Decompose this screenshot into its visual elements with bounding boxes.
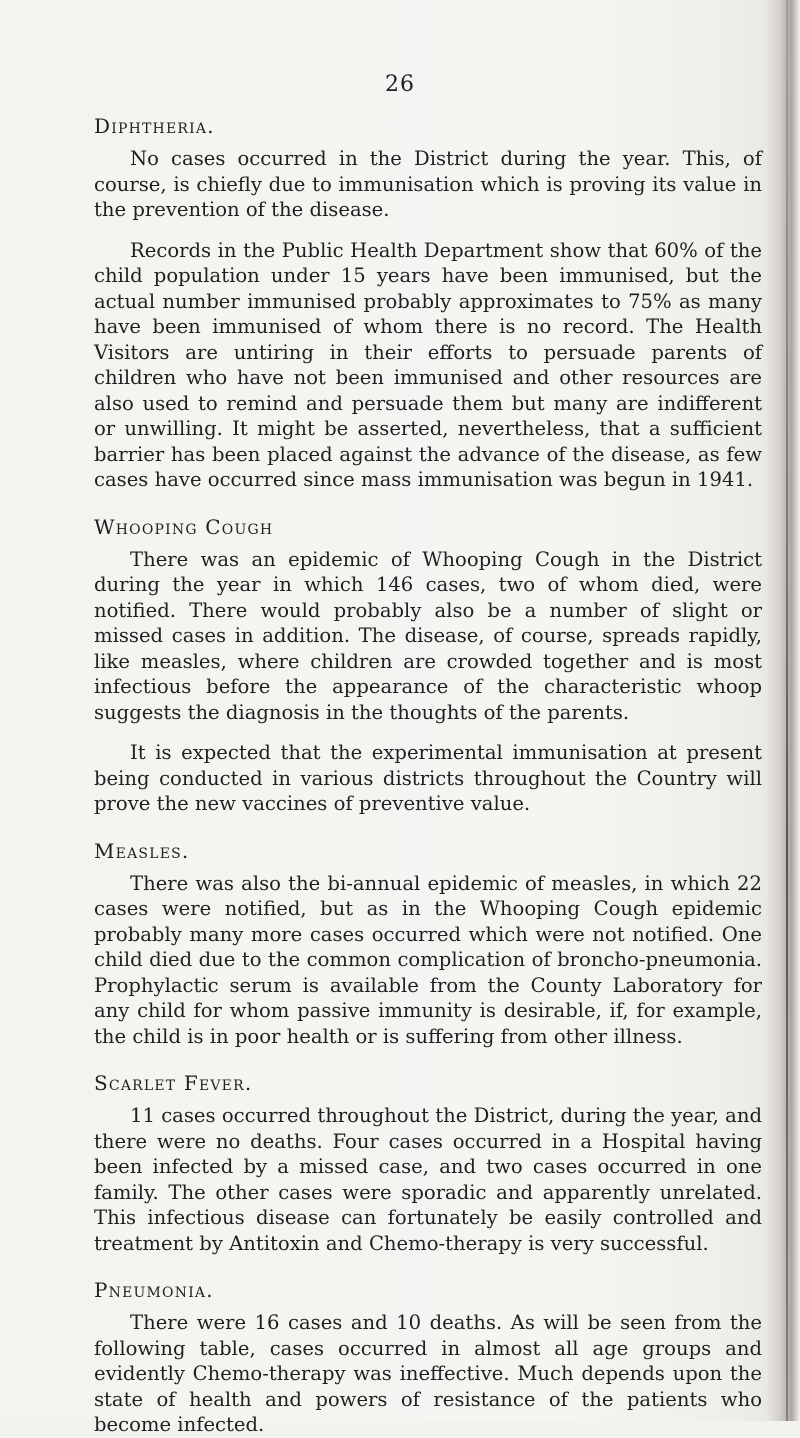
whooping-cough-paragraph-2: It is expected that the experimental immunisation at present being conducted in various districts throughout the Country will prove the new vaccines of preventive value. xyxy=(94,741,762,815)
scarlet-fever-paragraph-1: 11 cases occurred throughout the District, during the year, and there were no deaths. Four cases occurred in a Hospital having been infected by a missed case, and two cases occurred in one family. The other cases were sporadic and apparently unrelated. This infectious disease can fortunately be easily controlled and treatment by Antitoxin and Chemo-therapy is very successful. xyxy=(94,1104,762,1255)
section-scarlet-fever xyxy=(94,1071,762,1256)
pneumonia-paragraph-1: There were 16 cases and 10 deaths. As will be seen from the following table, cases occurred in almost all age groups and evidently Chemo-therapy was ineffective. Much depends upon the state of health and powers of resistance of the patients who become infected. xyxy=(94,1311,762,1436)
heading-pneumonia: Pneumonia. xyxy=(94,1278,214,1302)
section-pneumonia xyxy=(94,1278,762,1438)
diphtheria-paragraph-1: No cases occurred in the District during the year. This, of course, is chiefly due to immunisation which is proving its value in the prevention of the disease. xyxy=(94,147,762,221)
heading-diphtheria: Diphtheria. xyxy=(94,114,215,138)
document-body xyxy=(94,114,762,1438)
section-measles xyxy=(94,839,762,1050)
scan-edge-line xyxy=(786,0,788,1421)
heading-measles: Measles. xyxy=(94,838,190,863)
page-number: 26 xyxy=(385,72,415,97)
diphtheria-paragraph-2: Records in the Public Health Department show that 60% of the child population under 15 years have been immunised, but the actual number immunised probably approximates to 75% as many have been immunised of whom there is no record. The Health Visitors are untiring in their efforts to persuade parents of children who have not been immunised and other resources are also used to remind and persuade them but many are indifferent or unwilling. It might be asserted, nevertheless, that a sufficient barrier has been placed against the advance of the disease, as few cases have occurred since mass immunisation was begun in 1941. xyxy=(94,238,762,491)
heading-whooping-cough: Whooping Cough xyxy=(94,514,274,539)
measles-paragraph-1: There was also the bi-annual epidemic of measles, in which 22 cases were notified, but as in the Whooping Cough epidemic probably many more cases occurred which were not notified. One child died due to the common complication of broncho-pneumonia. Prophylactic serum is available from the County Laboratory for any child for whom passive immunity is desirable, if, for example, the child is in poor health or is suffering from other illness. xyxy=(94,871,762,1048)
section-whooping-cough xyxy=(94,515,762,817)
scan-binding-edge xyxy=(766,0,800,1421)
heading-scarlet-fever: Scarlet Fever. xyxy=(94,1071,253,1095)
section-diphtheria xyxy=(94,114,762,493)
whooping-cough-paragraph-1: There was an epidemic of Whooping Cough in the District during the year in which 146 cases, two of whom died, were notified. There would probably also be a number of slight or missed cases in addition. The disease, of course, spreads rapidly, like measles, where children are crowded together and is most infectious before the appearance of the characteristic whoop suggests the diagnosis in the thoughts of the parents. xyxy=(94,547,762,724)
